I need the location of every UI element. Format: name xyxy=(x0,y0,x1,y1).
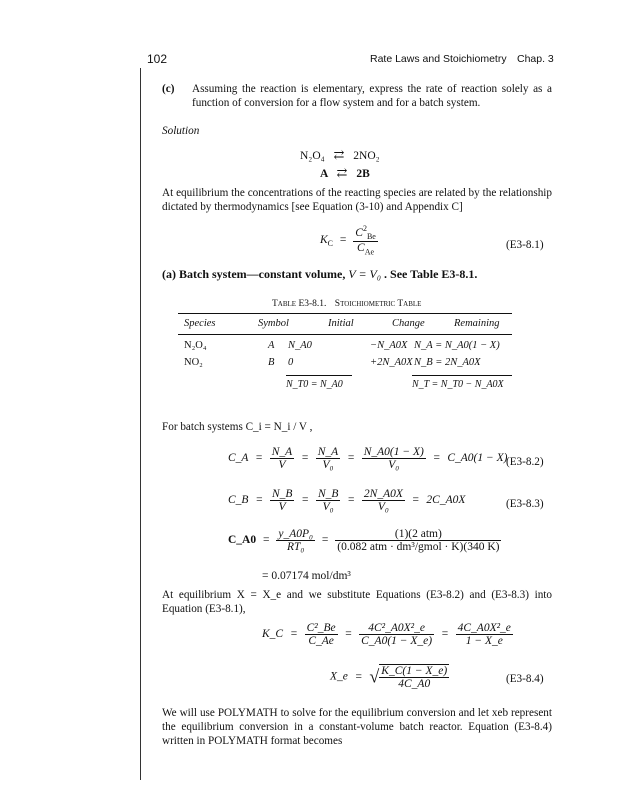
kc-f1-den: C_Ae xyxy=(308,635,334,647)
eq-label-e3-8-1: (E3-8.1) xyxy=(506,239,544,251)
equilibrium-sub-text: At equilibrium X = X_e and we substitute Equations (E3-8.2) and (E3-8.3) into Equation (E3-8.1), xyxy=(162,589,552,615)
ca0-f2-num: (1)(2 atm) xyxy=(335,528,501,541)
xe-lhs: X_e xyxy=(330,670,348,683)
eq1-fraction xyxy=(353,224,378,256)
reaction-2-left: A xyxy=(320,168,328,180)
section-a-cond: V = V₀ xyxy=(348,267,382,281)
eq2-f2-num: N_A xyxy=(317,446,339,458)
margin-rule xyxy=(140,68,141,780)
eq3-f2-den: V₀ xyxy=(322,501,334,513)
table-caption-label: Table E3-8.1. xyxy=(272,299,327,309)
eq1-equals: = xyxy=(339,233,347,246)
eq1-num: C xyxy=(355,226,363,239)
running-title: Rate Laws and Stoichiometry xyxy=(370,53,507,65)
eq2-lhs: C_A xyxy=(228,452,249,465)
row1-species: N₂O₄ xyxy=(184,340,207,351)
table-top-rule xyxy=(178,313,512,314)
equation-kc: K_C = $\frac{\text{C²\_Be}}{C\_Ae}$ = $\frac{\text{4C²\_A0X²\_e}}{C\_A0(1 - X\_e)}$ = $\frac{\text{4C\_A0X²\_e}}{1 - X\_e}$ xyxy=(262,622,511,647)
kc-f2-num: 4C²_A0X²_e xyxy=(359,622,434,635)
eq2-f1-den: V xyxy=(278,459,286,471)
ca0-lhs: C_A0 xyxy=(228,534,257,547)
eq2-f1-num: N_A xyxy=(271,446,293,458)
eq3-f3-den: V₀ xyxy=(377,501,389,513)
ca0-result: = 0.07174 mol/dm³ xyxy=(262,570,351,582)
eq1-lhs-sub: C xyxy=(327,239,334,249)
table-initial-total-rule xyxy=(286,375,352,376)
equilibrium-text: At equilibrium the concentrations of the reacting species are related by the relationship dictated by thermodynamics [see Equation (3-10) and Appendix C] xyxy=(162,187,552,213)
ca0-f1-num: y_A0P₀ xyxy=(278,528,314,540)
row1-change: −N_A0X xyxy=(370,340,408,351)
eq-label-e3-8-3: (E3-8.3) xyxy=(506,498,544,510)
equation-e3-8-1 xyxy=(320,224,378,256)
eq3-lhs: C_B xyxy=(228,494,249,507)
batch-text: For batch systems C_i = N_i / V , xyxy=(162,421,313,433)
equation-e3-8-4: X_e = √ $\frac{K\_C(1 - X\_e)}{4C\_A0}$ xyxy=(330,665,448,690)
eq-label-e3-8-4: (E3-8.4) xyxy=(506,673,544,685)
ca0-f2-den: (0.082 atm · dm³/gmol · K)(340 K) xyxy=(337,541,500,553)
reaction-line-1 xyxy=(300,147,380,163)
eq2-f3-num: N_A0(1 − X) xyxy=(363,446,424,458)
row1-symbol: A xyxy=(268,340,275,351)
reaction-1-right: 2NO₂ xyxy=(353,150,380,162)
table-caption xyxy=(272,299,421,309)
eq3-rhs: 2C_A0X xyxy=(426,494,466,507)
eq1-den-sub: Ae xyxy=(364,247,375,257)
eq2-f2-den: V₀ xyxy=(322,459,334,471)
eq1-num-sub: Be xyxy=(366,232,376,242)
kc-f3-den: 1 − X_e xyxy=(465,635,503,647)
row2-species: NO₂ xyxy=(184,357,203,368)
header-initial: Initial xyxy=(328,318,354,329)
ca0-f1-den: RT₀ xyxy=(286,541,305,553)
eq3-f2-num: N_B xyxy=(317,488,339,500)
reaction-1-left: N₂O₄ xyxy=(300,150,325,162)
eq1-num-sup: 2 xyxy=(362,224,367,233)
eq1-lhs: K xyxy=(320,233,328,246)
table-header-rule xyxy=(178,334,512,335)
xe-sqrt-den: 4C_A0 xyxy=(398,678,431,690)
eq3-f1-den: V xyxy=(278,501,286,513)
eq3-f3-num: 2N_A0X xyxy=(363,488,403,500)
eq3-f1-num: N_B xyxy=(271,488,293,500)
table-initial-total: N_T0 = N_A0 xyxy=(286,379,343,390)
reaction-line-2 xyxy=(320,165,370,181)
xe-sqrt-num: K_C(1 − X_e) xyxy=(381,665,448,677)
row2-symbol: B xyxy=(268,357,275,368)
table-remaining-total: N_T = N_T0 − N_A0X xyxy=(412,379,504,390)
eq1-den: C xyxy=(357,242,365,255)
header-change: Change xyxy=(392,318,425,329)
equation-ca0: C_A0 = $\frac{\text{y\_A0P₀}}{\text{RT₀}}$ = $\frac{\text{(1)(2 atm)}}{\text{(0.082 atm · dm³/gmol · K)(340 K)}}$ xyxy=(228,528,500,553)
section-a-heading xyxy=(162,267,477,282)
sqrt-icon: √ xyxy=(369,666,380,687)
section-a-tail: . See Table E3-8.1. xyxy=(381,267,478,281)
row1-remaining: N_A = N_A0(1 − X) xyxy=(414,340,500,351)
stoichiometric-table xyxy=(178,313,512,373)
table-caption-title: Stoichiometric Table xyxy=(334,299,422,309)
equilibrium-arrows-icon: ⇄ xyxy=(336,165,348,180)
header-remaining: Remaining xyxy=(454,318,500,329)
equilibrium-arrows-icon: ⇄ xyxy=(333,147,345,162)
part-c-text: Assuming the reaction is elementary, express the rate of reaction solely as a function of conversion for a flow system and for a batch system. xyxy=(192,83,552,109)
row2-initial: 0 xyxy=(288,357,294,368)
eq-label-e3-8-2: (E3-8.2) xyxy=(506,456,544,468)
kc-f3-num: 4C_A0X²_e xyxy=(457,622,511,634)
eq2-rhs: C_A0(1 − X) xyxy=(447,452,508,465)
row2-remaining: N_B = 2N_A0X xyxy=(414,357,481,368)
page-number: 102 xyxy=(147,52,168,66)
reaction-2-right: 2B xyxy=(356,168,370,180)
final-text: We will use POLYMATH to solve for the equilibrium conversion and let xeb represent the equilibrium conversion in a constant-volume batch reactor. Equation (E3-8.4) written in POLYMATH format becomes xyxy=(162,707,552,747)
kc-f2-den: C_A0(1 − X_e) xyxy=(361,635,433,647)
kc-lhs: K_C xyxy=(262,628,284,641)
equation-e3-8-3: C_B = $\frac{N\_B}{V}$ = $\frac{N\_B}{\text{V₀}}$ = $\frac{2N\_A0X}{\text{V₀}}$ = 2C_A0X xyxy=(228,488,466,513)
eq2-f3-den: V₀ xyxy=(388,459,400,471)
kc-f1-num: C²_Be xyxy=(306,622,336,634)
part-c-label: (c) xyxy=(162,83,175,95)
row2-change: +2N_A0X xyxy=(370,357,413,368)
solution-label: Solution xyxy=(162,125,200,137)
header-species: Species xyxy=(184,318,216,329)
chapter-label: Chap. 3 xyxy=(517,53,554,65)
row1-initial: N_A0 xyxy=(288,340,312,351)
section-a-text: (a) Batch system—constant volume, xyxy=(162,267,349,281)
table-remaining-total-rule xyxy=(412,375,512,376)
header-symbol: Symbol xyxy=(258,318,289,329)
equation-e3-8-2: C_A = $\frac{N\_A}{V}$ = $\frac{N\_A}{\text{V₀}}$ = $\frac{N\_A0(1 - X)}{\text{V₀}}$ = C_A0(1 − X) xyxy=(228,446,508,471)
